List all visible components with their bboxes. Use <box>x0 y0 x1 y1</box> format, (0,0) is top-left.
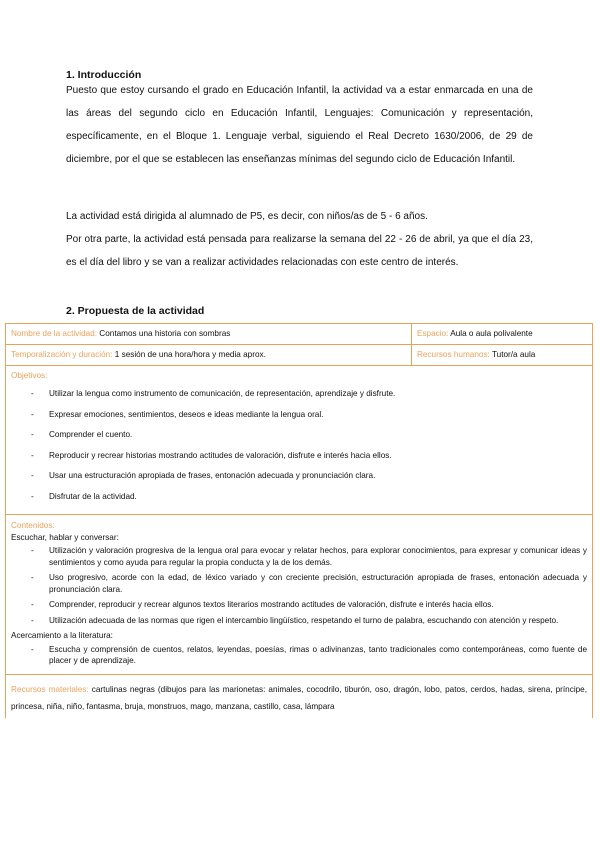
timing-cell <box>6 345 412 366</box>
materials-label: Recursos materiales: <box>11 684 89 694</box>
space-label: Espacio: <box>417 329 449 338</box>
table-row-materials <box>6 674 593 718</box>
table-row-objectives <box>6 366 593 515</box>
intro-paragraph-2: La actividad está dirigida al alumnado de P5, es decir, con niños/as de 5 - 6 años. <box>66 211 428 222</box>
list-item: - Utilización y valoración progresiva de la lengua oral para evocar y relatar hechos, para explorar conocimientos, para expresar y comunicar ideas y sentimientos y como ayuda para regular la propia conducta y la de los demás. <box>11 545 587 568</box>
contents-list-2 <box>11 644 587 667</box>
list-item: - Escucha y comprensión de cuentos, relatos, leyendas, poesías, rimas o adivinanzas, tanto tradicionales como contemporáneas, como fuente de placer y de aprendizaje. <box>11 644 587 667</box>
intro-paragraph-3: Por otra parte, la actividad está pensada para realizarse la semana del 22 - 26 de abril, ya que el día 23, es el día del libro y se van a realizar actividades relacionadas con este centro de interés. <box>66 234 533 268</box>
list-item: - Expresar emociones, sentimientos, deseos e ideas mediante la lengua oral. <box>11 410 587 420</box>
activity-name-cell <box>6 324 412 345</box>
objectives-cell <box>6 366 593 515</box>
table-row-contents <box>6 515 593 675</box>
contents-subheading-2: Acercamiento a la literatura: <box>11 631 113 640</box>
objectives-label: Objetivos: <box>11 371 48 380</box>
activity-name-label: Nombre de la actividad: <box>11 329 98 338</box>
materials-cell <box>6 674 593 718</box>
timing-label: Temporalización y duración: <box>11 350 113 359</box>
intro-heading: 1. Introducción <box>66 69 142 81</box>
list-item: - Usar una estructuración apropiada de frases, entonación adecuada y pronunciación clara. <box>11 471 587 481</box>
activity-table <box>5 323 593 718</box>
contents-label: Contenidos: <box>11 521 55 530</box>
materials-value: cartulinas negras (dibujos para las marionetas: animales, cocodrilo, tiburón, oso, dragón, lobo, patos, cerdos, hadas, sirena, príncipe, princesa, niña, niño, fantasma, bruja, monstruos, mago, manzana, castillo, casa, lámpara <box>11 684 588 711</box>
list-item: - Reproducir y recrear historias mostrando actitudes de valoración, disfrute e interés hacia ellos. <box>11 451 587 461</box>
proposal-heading: 2. Propuesta de la actividad <box>66 305 205 317</box>
space-cell <box>412 324 593 345</box>
contents-list-1 <box>11 545 587 626</box>
list-item: - Utilizar la lengua como instrumento de comunicación, de representación, aprendizaje y disfrute. <box>11 389 587 399</box>
human-resources-value: Tutor/a aula <box>491 350 536 359</box>
timing-value: 1 sesión de una hora/hora y media aprox. <box>114 350 266 359</box>
list-item: - Comprender, reproducir y recrear algunos textos literarios mostrando actitudes de valoración, disfrute e interés hacia ellos. <box>11 599 587 611</box>
list-item: - Comprender el cuento. <box>11 430 587 440</box>
objectives-list <box>11 389 587 502</box>
table-row-timing <box>6 345 593 366</box>
list-item: - Utilización adecuada de las normas que rigen el intercambio lingüístico, respetando el turno de palabra, escuchando con atención y respeto. <box>11 615 587 627</box>
human-resources-label: Recursos humanos: <box>417 350 490 359</box>
table-row-name <box>6 324 593 345</box>
human-resources-cell <box>412 345 593 366</box>
list-item: - Disfrutar de la actividad. <box>11 492 587 502</box>
contents-cell <box>6 515 593 675</box>
list-item: - Uso progresivo, acorde con la edad, de léxico variado y con creciente precisión, estructuración apropiada de frases, entonación adecuada y pronunciación clara. <box>11 572 587 595</box>
space-value: Aula o aula polivalente <box>450 329 533 338</box>
activity-name-value: Contamos una historia con sombras <box>99 329 231 338</box>
intro-paragraph-1: Puesto que estoy cursando el grado en Educación Infantil, la actividad va a estar enmarcada en una de las áreas del segundo ciclo en Educación Infantil, Lenguajes: Comunicación y representación, específicamente, en el Bloque 1. Lenguaje verbal, siguiendo el Real Decreto 1630/2006, de 29 de diciembre, por el que se establecen las enseñanzas mínimas del segundo ciclo de Educación Infantil. <box>66 85 533 165</box>
contents-subheading-1: Escuchar, hablar y conversar: <box>11 532 119 542</box>
